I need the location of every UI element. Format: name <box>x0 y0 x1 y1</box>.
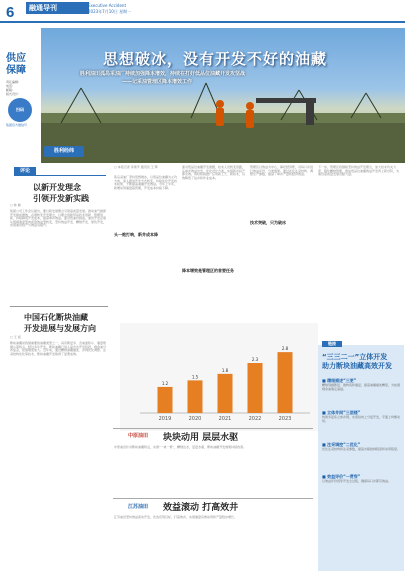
sidebar-title <box>322 353 392 371</box>
section-divider <box>113 498 313 499</box>
x-tick-label: 2019 <box>158 416 172 422</box>
bar-value-label: 1.8 <box>221 367 229 373</box>
issue-date: 2023年7月10日 星期一 <box>88 9 132 14</box>
bar-value-label: 2.3 <box>251 357 259 362</box>
qr-code-icon: 扫码 <box>8 98 32 122</box>
chart-bar <box>278 352 293 413</box>
hero-subheadline-2: ——记采油管理区降本增效工作 <box>122 79 193 85</box>
article-subhead-1: 头一炮打响，新井成本降 <box>114 232 158 237</box>
article-col2: 面对低品位油藏开发难题，技术人员转变思路，从单井效益出发，优化设计方案，实现新井投产即见效。同时积极推广应用新工艺、新技术，有效降低了钻井和作业成本。 <box>182 165 246 180</box>
x-tick-label: 2022 <box>248 416 262 422</box>
x-tick-label: 2023 <box>278 416 292 422</box>
qr-caption: 集团官方微信号 <box>6 123 28 127</box>
article2-title <box>24 312 96 334</box>
sidebar-section-text: 优化注采结构和注采参数，提高水驱控制程度和动用程度。 <box>322 447 401 451</box>
x-tick-label: 2021 <box>218 416 232 422</box>
rail-title-line2: 保障 <box>6 65 26 76</box>
bar-value-label: 2.8 <box>281 346 289 352</box>
section-title: 融通导刊 <box>26 2 89 14</box>
article-col4: 下一步，管理区将继续坚持效益开发理念，加大技术攻关力度，强化精细管理，推动低品位油藏效益开发再上新台阶，为油田高质量发展贡献力量。 <box>318 165 400 177</box>
bar-chart <box>120 323 318 431</box>
bar-value-label: 1.5 <box>191 374 199 380</box>
sidebar-section-head: ■ 注采调控“二优化” <box>322 442 361 447</box>
comment-title-line2: 引领开发新实践 <box>33 194 89 203</box>
article-subhead-2: 降本增效是管理区的首要任务 <box>182 268 234 273</box>
sidebar-section-text: 构建多层系立体井网，实现纵向上分层开发，平面上均衡动用。 <box>322 415 401 423</box>
zhongyuan-tag: 中原油田 <box>128 433 149 439</box>
article-byline: □ 本报记者 李建平 通讯员 王 辉 <box>114 165 158 169</box>
article2-title-line2: 开发进展与发展方向 <box>24 324 96 333</box>
rail-title <box>6 53 26 77</box>
rail-phone: 电话： <box>6 84 16 88</box>
rail-email: 邮箱： <box>6 88 16 92</box>
article-col1: 孤岛采油厂坚持思想破冰，以低品位油藏为主攻方向，深入推进开发方式转变，持续优化开发技术政策，不断提高油藏开发效益。今年上半年，新增动用储量超预期，开发成本持续下降。 <box>114 175 178 190</box>
chart-bar <box>158 387 173 413</box>
sidebar-section-head: ■ 效益评价“一贯穿” <box>322 474 361 479</box>
hero-headline: 思想破冰，没有开发不好的油藏 <box>103 50 328 68</box>
section-subtitle: Executive Accident <box>88 3 127 8</box>
rail-design: 版式设计： <box>6 92 22 96</box>
sidebar-section-text: 以效益评价贯穿开发全过程，确保每口井都有效益。 <box>322 479 392 483</box>
section-divider <box>10 306 108 307</box>
chart-bar <box>218 374 233 413</box>
comment-tag: 评论 <box>14 167 36 175</box>
chart-bar <box>188 380 203 413</box>
jiangsu-body: 江苏油田坚持效益滚动开发，优选有利目标，打高效井，实现储量有效动用和产量稳步增长。 <box>114 515 238 519</box>
sidebar-title-line1: “三三二一”立体开发 <box>322 353 388 361</box>
article2-author: □ 王 斌 <box>10 335 21 339</box>
hero-subheadline: 胜利油田孤岛采油厂持续加强降本增效，持续在打好低品位油藏开发攻坚战 <box>80 71 246 77</box>
sidebar-title-line2: 助力断块油藏高效开发 <box>322 362 392 370</box>
comment-title-line1: 以新开发理念 <box>33 183 81 192</box>
page-number: 6 <box>6 4 15 21</box>
rail-editor: 责任编辑： <box>6 80 22 84</box>
article-col3: 管理区以效益为中心，算好经济账，对每口井进行效益评价，分类施策。通过优化注采结构、调整生产参数，提高了单井产量和经济效益。 <box>250 165 314 177</box>
sidebar-section-head: ■ 立体井网“三层楼” <box>322 410 361 415</box>
header-rule <box>0 21 405 23</box>
bar-value-label: 1.2 <box>161 380 169 386</box>
section-divider <box>113 428 313 429</box>
comment-body: 集团公司工作会议提出，要以新发展理念引领高质量发展。推动油气勘探开发提质增效，必须转变开发理念，以理念创新带动技术创新、管理创新，持续降低开发成本，提高单井效益。面对低油价挑战，油田开发必须从规模速度型向质量效益型转变，坚持效益开发、精细开发、绿色开发，实现油田稳产与效益双提升。 <box>10 209 107 228</box>
jiangsu-tag: 江苏油田 <box>128 504 149 510</box>
zhongyuan-body: 中原油田针对断块油藏特点，实施“一块一策”，精细注水，层层水驱，断块油藏开发效果持续改善。 <box>114 445 247 449</box>
article2-title-line1: 中国石化断块油藏 <box>24 313 88 322</box>
sidebar-tag: 链接 <box>322 341 342 347</box>
hero-badge: 胜利经纬 <box>44 146 84 157</box>
rail-title-line1: 供应 <box>6 53 26 64</box>
x-tick-label: 2020 <box>188 416 202 422</box>
comment-title <box>33 182 89 204</box>
sidebar-section-head: ■ 精细描述“三更” <box>322 378 357 383</box>
article-subhead-3: 技术突破，只为破冰 <box>250 220 286 225</box>
article2-body: 断块油藏是我国重要的油藏类型之一，具有断层多、含油面积小、储量规模小等特点。经过多年开发，断块油藏已进入高含水开发阶段，剩余油分布复杂，挖潜难度加大。近年来，通过精细油藏描述、井网优化调整、注采结构优化等技术，断块油藏开发取得了显著成效。 <box>10 341 107 356</box>
sidebar-section-text: 精细刻画断层、微构造和储层，提高油藏描述精度，为挖潜剩余油奠定基础。 <box>322 383 401 391</box>
comment-author: □ 林 晓 <box>10 203 21 207</box>
chart-bar <box>248 363 263 413</box>
jiangsu-title: 效益滚动 打高效井 <box>163 503 239 513</box>
comment-rule <box>14 175 106 176</box>
zhongyuan-title: 块块动用 层层水驱 <box>163 433 239 443</box>
